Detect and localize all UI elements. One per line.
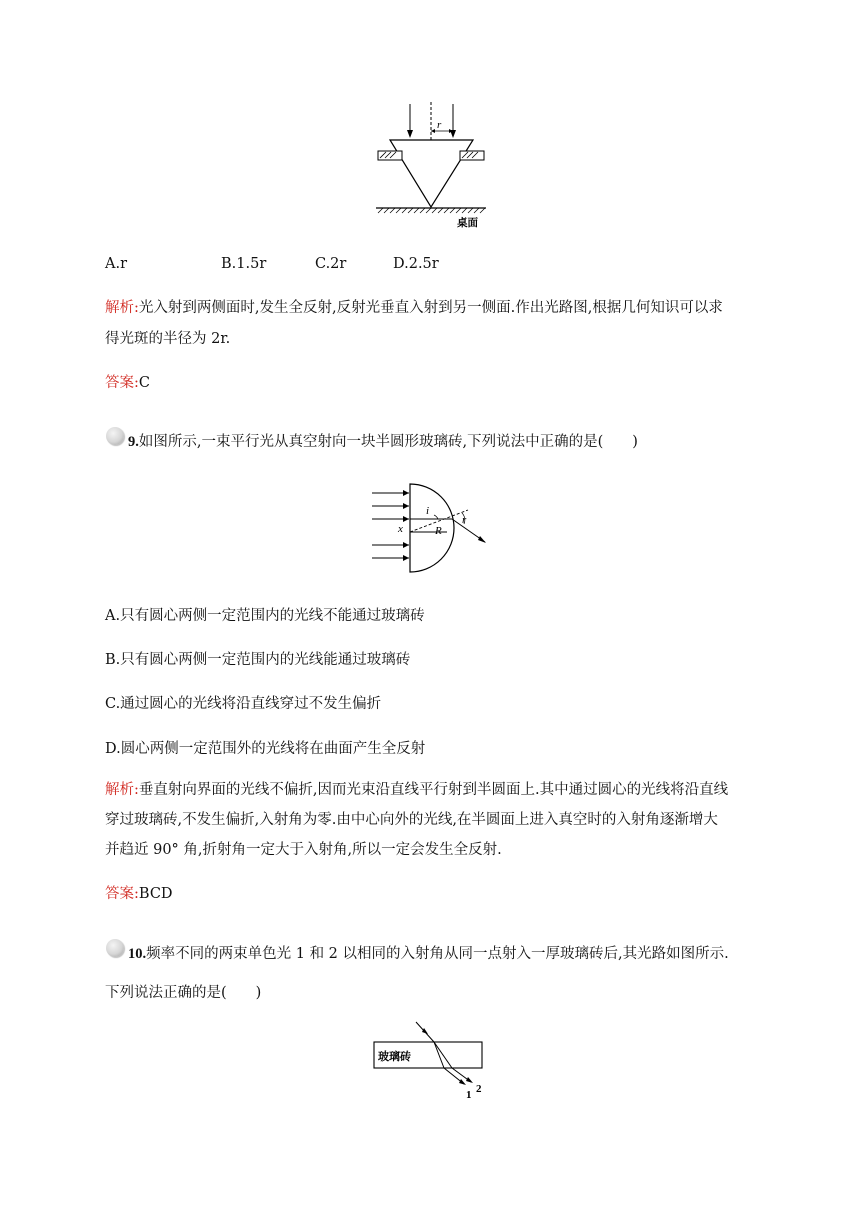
semicircle-figure xyxy=(368,480,493,580)
glass-label: 玻璃砖 xyxy=(378,1051,411,1063)
answer-label: 答案: xyxy=(105,375,139,391)
q9-analysis-line2: 穿过玻璃砖,不发生偏折,入射角为零.由中心向外的光线,在半圆面上进入真空时的入射角逐渐增大 xyxy=(105,812,718,828)
q8-analysis-line2: 得光斑的半径为 2r. xyxy=(105,331,231,347)
q10-number: 10. xyxy=(128,946,147,962)
question-bullet-icon xyxy=(106,939,124,957)
q8-analysis-line1: 解析:光入射到两侧面时,发生全反射,反射光垂直入射到另一侧面.作出光路图,根据几何知识可以求 xyxy=(105,300,723,316)
q10-stem-line2: 下列说法正确的是( ) xyxy=(105,985,262,1001)
ray-1-label: 1 xyxy=(466,1089,472,1100)
q8-answer: 答案:C xyxy=(105,375,150,391)
ray-2-label: 2 xyxy=(476,1083,482,1095)
q8-option-a: A.r xyxy=(105,256,128,272)
angle-i-label: i xyxy=(426,505,430,517)
answer-label: 答案: xyxy=(105,886,139,902)
q9-answer: 答案:BCD xyxy=(105,886,173,902)
question-bullet-icon xyxy=(106,427,124,445)
q10-stem-line1: 10.频率不同的两束单色光 1 和 2 以相同的入射角从同一点射入一厚玻璃砖后,其光路如图所示. xyxy=(128,946,729,962)
glass-brick-figure xyxy=(368,1018,490,1100)
q9-option-c: C.通过圆心的光线将沿直线穿过不发生偏折 xyxy=(105,696,382,712)
q9-option-a: A.只有圆心两侧一定范围内的光线不能通过玻璃砖 xyxy=(105,608,425,624)
q9-analysis-line1: 解析:垂直射向界面的光线不偏折,因而光束沿直线平行射到半圆面上.其中通过圆心的光线将沿直线 xyxy=(105,782,729,798)
q9-number: 9. xyxy=(128,434,139,450)
x-label: x xyxy=(398,523,403,535)
q9-option-d: D.圆心两侧一定范围外的光线将在曲面产生全反射 xyxy=(105,741,426,757)
q8-option-c: C.2r xyxy=(315,256,347,272)
analysis-label: 解析: xyxy=(105,300,139,316)
analysis-label: 解析: xyxy=(105,782,139,798)
cone-figure xyxy=(370,100,490,235)
angle-r-label: r xyxy=(462,514,467,526)
q9-option-b: B.只有圆心两侧一定范围内的光线能通过玻璃砖 xyxy=(105,652,411,668)
q8-option-d: D.2.5r xyxy=(393,256,439,272)
r-label: r xyxy=(437,119,442,131)
q8-option-b: B.1.5r xyxy=(221,256,267,272)
q9-analysis-line3: 并趋近 90° 角,折射角一定大于入射角,所以一定会发生全反射. xyxy=(105,842,502,858)
radius-R-label: R xyxy=(435,525,442,537)
table-label: 桌面 xyxy=(457,218,478,229)
q9-stem: 9.如图所示,一束平行光从真空射向一块半圆形玻璃砖,下列说法中正确的是( ) xyxy=(128,434,638,450)
